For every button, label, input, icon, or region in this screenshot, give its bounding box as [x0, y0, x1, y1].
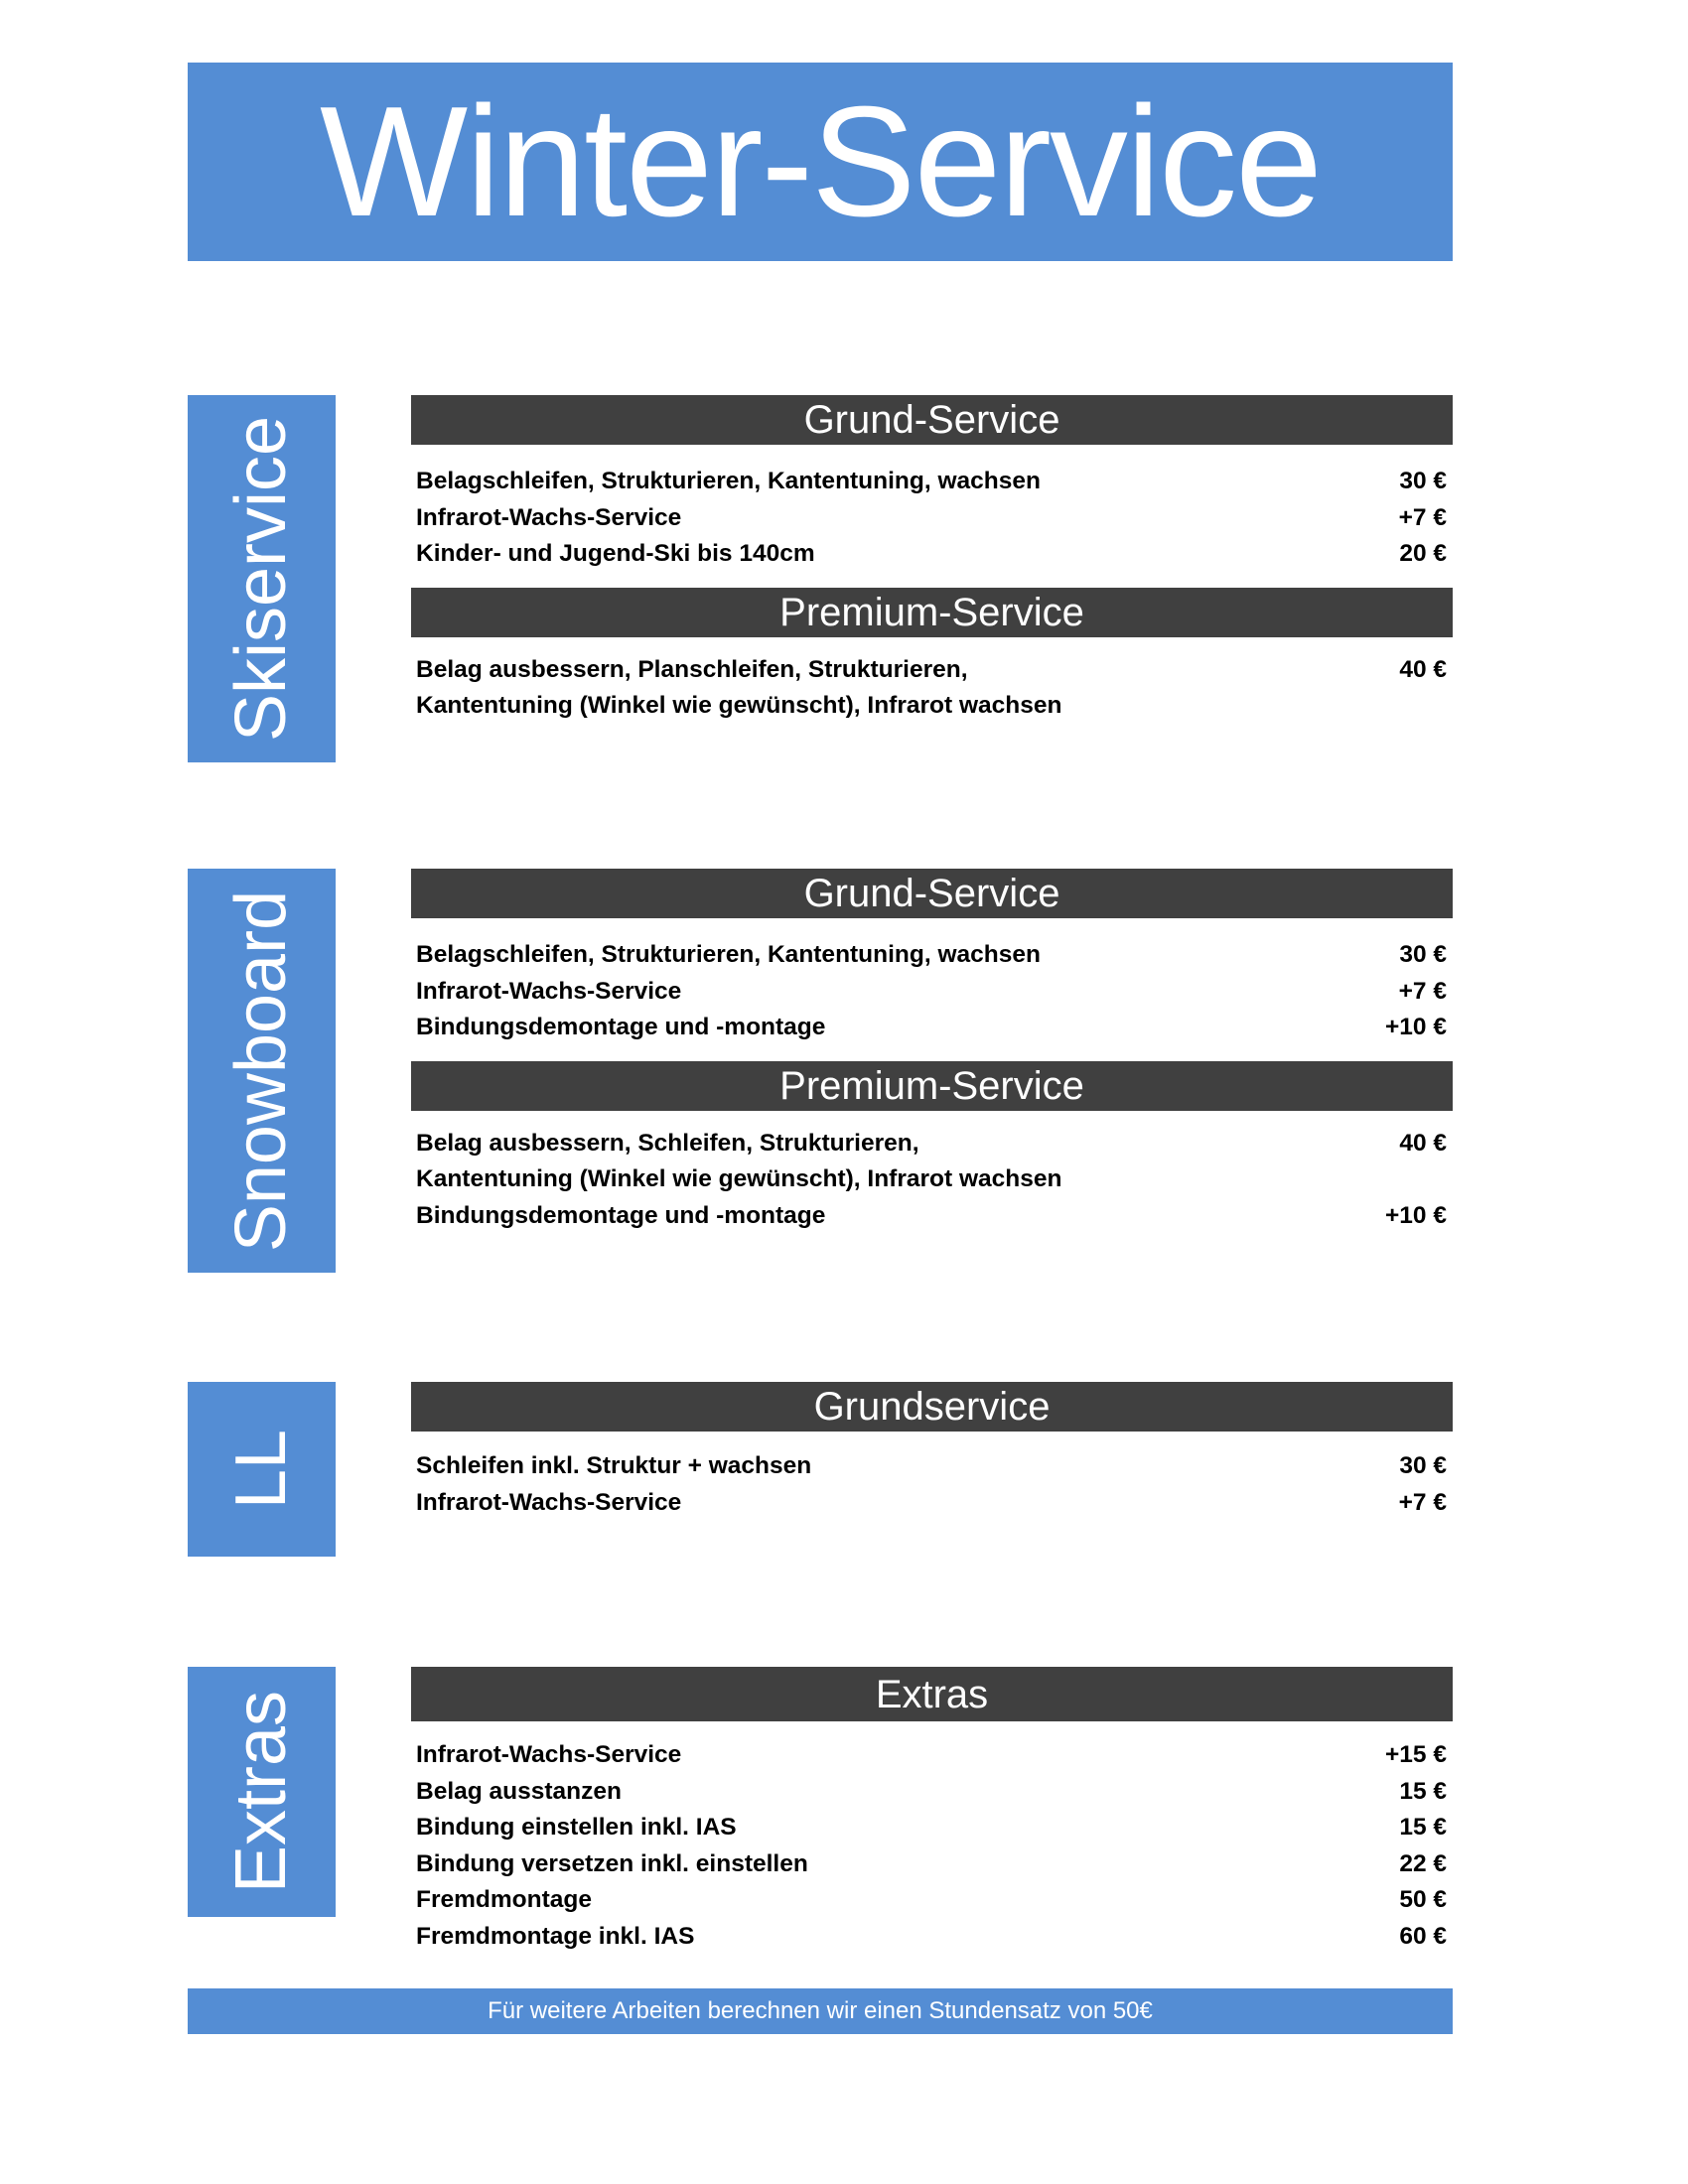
item-description: Bindungsdemontage und -montage: [416, 1201, 826, 1229]
item-description: Fremdmontage inkl. IAS: [416, 1922, 695, 1950]
item-price: 20 €: [1399, 540, 1447, 567]
side-label-extras: [188, 1667, 336, 1917]
item-price: 30 €: [1399, 1452, 1447, 1479]
item-price: 30 €: [1399, 468, 1447, 494]
price-row: [416, 1846, 1447, 1883]
item-description: Bindung versetzen inkl. einstellen: [416, 1849, 808, 1877]
side-label-text: Snowboard: [221, 889, 302, 1252]
item-price: 40 €: [1399, 1129, 1447, 1157]
price-row: [416, 1198, 1447, 1235]
item-description: Schleifen inkl. Struktur + wachsen: [416, 1452, 812, 1479]
side-label-text: Skiservice: [221, 415, 302, 743]
item-description: Infrarot-Wachs-Service: [416, 1741, 682, 1768]
section-heading: Premium-Service: [411, 588, 1453, 637]
item-price: 60 €: [1399, 1922, 1447, 1950]
item-description: Bindung einstellen inkl. IAS: [416, 1814, 737, 1841]
price-row: [416, 974, 1447, 1011]
price-row: [416, 1774, 1447, 1811]
item-price: 40 €: [1399, 655, 1447, 683]
price-row: [416, 1737, 1447, 1774]
price-row: [416, 1126, 1447, 1198]
price-row: [416, 464, 1447, 500]
item-price: +10 €: [1385, 1014, 1447, 1040]
item-price: 30 €: [1399, 941, 1447, 968]
snowboard-block: [411, 869, 1453, 1234]
price-row: [416, 1810, 1447, 1846]
page-title: Winter-Service: [188, 63, 1453, 261]
item-description: Belagschleifen, Strukturieren, Kantentuning, wachsen: [416, 468, 1041, 494]
section-heading: Grund-Service: [411, 869, 1453, 918]
item-description: Infrarot-Wachs-Service: [416, 977, 682, 1005]
side-label-text: LL: [221, 1429, 302, 1510]
item-description: Fremdmontage: [416, 1886, 592, 1913]
skiservice-block: [411, 395, 1453, 725]
extras-block: [411, 1667, 1453, 1955]
item-price: +7 €: [1398, 503, 1447, 531]
price-row: [416, 1448, 1447, 1485]
item-description: Infrarot-Wachs-Service: [416, 1488, 682, 1516]
item-price: +7 €: [1398, 1488, 1447, 1516]
item-description: Belag ausstanzen: [416, 1777, 622, 1805]
section-heading: Extras: [411, 1667, 1453, 1721]
section-heading: Grund-Service: [411, 395, 1453, 445]
price-row: [416, 1919, 1447, 1956]
section-heading: Grundservice: [411, 1382, 1453, 1432]
item-price: 50 €: [1399, 1886, 1447, 1913]
item-price: +10 €: [1385, 1201, 1447, 1229]
item-price: +7 €: [1398, 977, 1447, 1005]
side-label-text: Extras: [221, 1690, 302, 1894]
item-price: +15 €: [1385, 1741, 1447, 1768]
section-heading: Premium-Service: [411, 1061, 1453, 1111]
side-label-ll: [188, 1382, 336, 1557]
price-row: [416, 536, 1447, 573]
item-price: 22 €: [1399, 1849, 1447, 1877]
item-description: Infrarot-Wachs-Service: [416, 503, 682, 531]
item-description: Belagschleifen, Strukturieren, Kantentuning, wachsen: [416, 941, 1041, 968]
item-price: 15 €: [1399, 1814, 1447, 1841]
item-price: 15 €: [1399, 1777, 1447, 1805]
price-row: [416, 652, 1447, 725]
price-row: [416, 1010, 1447, 1046]
item-description: Belag ausbessern, Planschleifen, Strukturieren, Kantentuning (Winkel wie gewünscht), Infrarot wachsen: [416, 655, 1062, 719]
item-description: Bindungsdemontage und -montage: [416, 1014, 826, 1040]
price-row: [416, 500, 1447, 537]
item-description: Belag ausbessern, Schleifen, Strukturieren, Kantentuning (Winkel wie gewünscht), Infrarot wachsen: [416, 1129, 1062, 1192]
price-row: [416, 1485, 1447, 1522]
side-label-snowboard: [188, 869, 336, 1273]
ll-block: [411, 1382, 1453, 1521]
price-row: [416, 1882, 1447, 1919]
side-label-skiservice: [188, 395, 336, 762]
footer-note: Für weitere Arbeiten berechnen wir einen Stundensatz von 50€: [188, 1988, 1453, 2034]
item-description: Kinder- und Jugend-Ski bis 140cm: [416, 540, 815, 567]
price-row: [416, 937, 1447, 974]
